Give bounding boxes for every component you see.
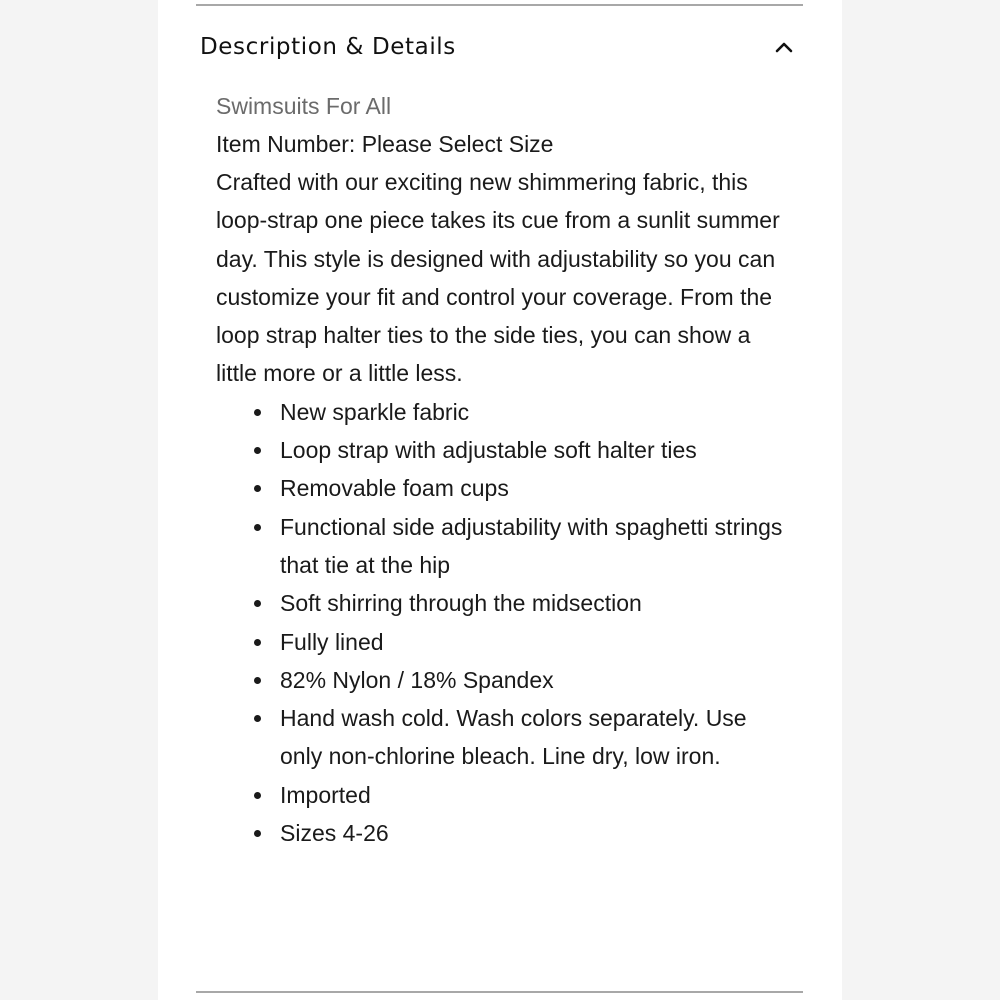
product-description: Crafted with our exciting new shimmering fabric, this loop-strap one piece takes its cue from a sunlit summer day. This style is designed with adjustability so you can customize your fit and control your coverage. From the loop strap halter ties to the side ties, you can show a little more or a little less. [216, 169, 780, 387]
bottom-divider [196, 991, 803, 993]
bullet-icon [254, 485, 261, 492]
list-item: Hand wash cold. Wash colors separately. Use only non-chlorine bleach. Line dry, low iron. [216, 699, 791, 776]
accordion-title: Description & Details [200, 34, 456, 60]
left-margin [0, 0, 160, 1000]
product-details-panel [158, 0, 842, 1000]
list-item: Imported [216, 776, 791, 814]
bullet-icon [254, 524, 261, 531]
right-margin [840, 0, 1000, 1000]
list-item: Loop strap with adjustable soft halter ties [216, 431, 791, 469]
bullet-icon [254, 600, 261, 607]
bullet-icon [254, 409, 261, 416]
bullet-icon [254, 792, 261, 799]
list-item: Fully lined [216, 623, 791, 661]
list-item: 82% Nylon / 18% Spandex [216, 661, 791, 699]
bullet-icon [254, 677, 261, 684]
list-item: Functional side adjustability with spaghetti strings that tie at the hip [216, 508, 791, 585]
bullet-icon [254, 830, 261, 837]
list-item: Soft shirring through the midsection [216, 584, 791, 622]
bullet-icon [254, 447, 261, 454]
description-details-accordion-header[interactable] [196, 26, 803, 68]
features-list [216, 393, 791, 661]
list-item: Sizes 4-26 [216, 814, 791, 852]
list-item: New sparkle fabric [216, 393, 791, 431]
chevron-up-icon[interactable] [773, 36, 795, 58]
bullet-icon [254, 639, 261, 646]
sizes-list [216, 814, 791, 852]
top-divider [196, 4, 803, 6]
item-number: Item Number: Please Select Size [216, 131, 554, 157]
bullet-icon [254, 715, 261, 722]
accordion-content [216, 87, 791, 852]
list-item: Removable foam cups [216, 469, 791, 507]
care-list [216, 661, 791, 814]
brand-name: Swimsuits For All [216, 93, 392, 119]
